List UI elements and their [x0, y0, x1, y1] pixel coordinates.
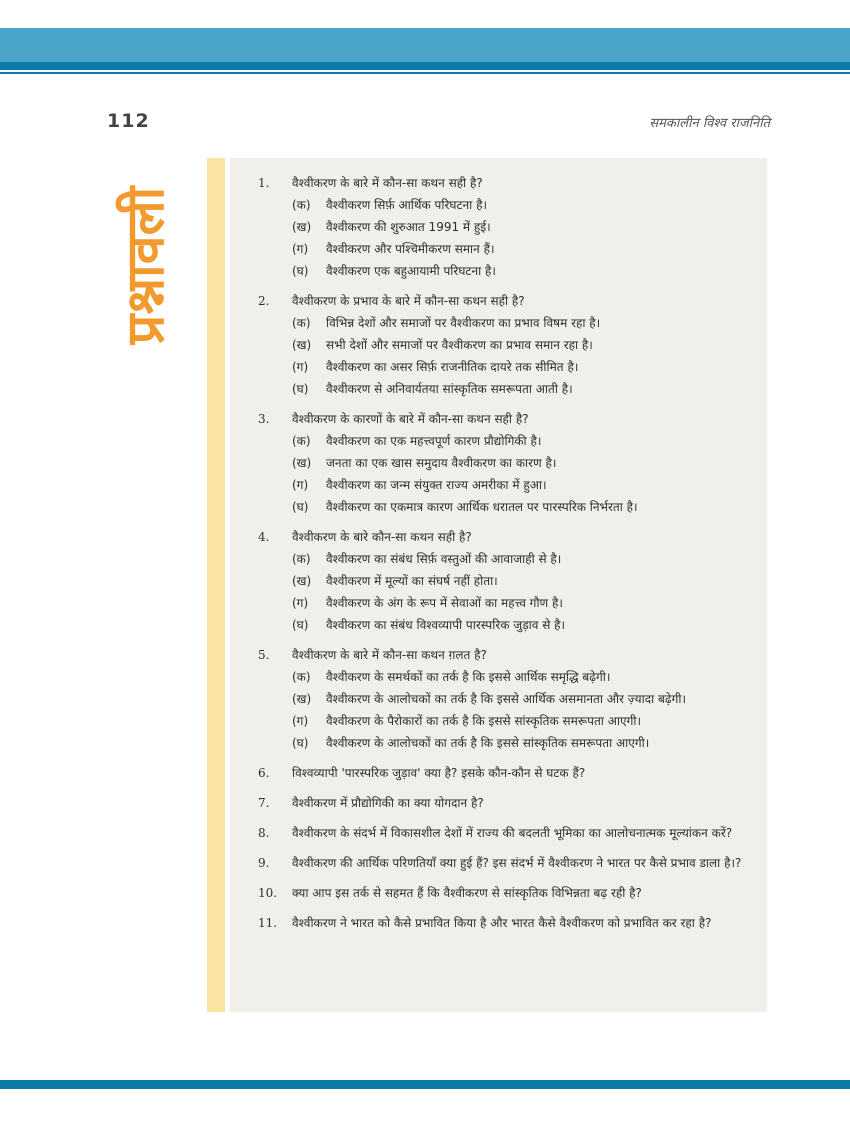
question-item	[258, 290, 758, 400]
question-text: वैश्वीकरण में प्रौद्योगिकी का क्या योगदान है?	[292, 796, 484, 810]
option-row	[258, 238, 758, 260]
option-row	[258, 710, 758, 732]
question-number: 5.	[258, 648, 270, 662]
question-number: 11.	[258, 916, 278, 930]
question-text: वैश्वीकरण के बारे में कौन-सा कथन सही है?	[292, 176, 483, 190]
option-label: (ग)	[292, 360, 309, 374]
option-row	[258, 452, 758, 474]
question-item	[258, 882, 758, 904]
option-label: (ग)	[292, 242, 309, 256]
question-row	[258, 408, 758, 430]
option-text: जनता का एक खास समुदाय वैश्वीकरण का कारण है।	[326, 456, 557, 470]
question-row	[258, 912, 758, 934]
book-title: समकालीन विश्व राजनिति	[649, 116, 770, 131]
option-text: वैश्वीकरण का एक महत्त्वपूर्ण कारण प्रौद्योगिकी है।	[326, 434, 542, 448]
question-row	[258, 852, 758, 874]
option-text: वैश्वीकरण और पश्चिमीकरण समान हैं।	[326, 242, 495, 256]
question-text: वैश्वीकरण के बारे कौन-सा कथन सही है?	[292, 530, 472, 544]
option-row	[258, 216, 758, 238]
option-row	[258, 592, 758, 614]
option-label: (ख)	[292, 574, 312, 588]
option-text: वैश्वीकरण एक बहुआयामी परिघटना है।	[326, 264, 496, 278]
question-text: वैश्वीकरण की आर्थिक परिणतियाँ क्या हुई हैं? इस संदर्भ में वैश्वीकरण ने भारत पर कैसे प्रभाव डाला है।?	[292, 856, 742, 870]
option-row	[258, 666, 758, 688]
option-label: (ग)	[292, 596, 309, 610]
question-number: 6.	[258, 766, 270, 780]
option-row	[258, 312, 758, 334]
option-label: (घ)	[292, 736, 309, 750]
question-number: 3.	[258, 412, 270, 426]
question-row	[258, 882, 758, 904]
question-text: वैश्वीकरण ने भारत को कैसे प्रभावित किया है और भारत कैसे वैश्वीकरण को प्रभावित कर रहा है?	[292, 916, 712, 930]
option-label: (घ)	[292, 618, 309, 632]
option-row	[258, 474, 758, 496]
page-number: 112	[107, 110, 150, 132]
question-text: वैश्वीकरण के संदर्भ में विकासशील देशों में राज्य की बदलती भूमिका का आलोचनात्मक मूल्यांकन करें?	[292, 826, 733, 840]
option-label: (क)	[292, 434, 311, 448]
question-item	[258, 172, 758, 282]
option-label: (क)	[292, 552, 311, 566]
question-number: 2.	[258, 294, 270, 308]
question-row	[258, 172, 758, 194]
question-row	[258, 792, 758, 814]
option-text: वैश्वीकरण के आलोचकों का तर्क है कि इससे आर्थिक असमानता और ज़्यादा बढ़ेगी।	[326, 692, 687, 706]
option-row	[258, 548, 758, 570]
option-text: वैश्वीकरण में मूल्यों का संघर्ष नहीं होता।	[326, 574, 498, 588]
option-text: वैश्वीकरण के अंग के रूप में सेवाओं का महत्त्व गौण है।	[326, 596, 563, 610]
question-item	[258, 792, 758, 814]
question-list	[258, 172, 758, 942]
option-row	[258, 430, 758, 452]
option-row	[258, 260, 758, 282]
option-text: वैश्वीकरण का एकमात्र कारण आर्थिक धरातल पर पारस्परिक निर्भरता है।	[326, 500, 638, 514]
question-row	[258, 644, 758, 666]
question-number: 7.	[258, 796, 270, 810]
question-number: 8.	[258, 826, 270, 840]
question-item	[258, 912, 758, 934]
option-label: (घ)	[292, 500, 309, 514]
question-text: वैश्वीकरण के प्रभाव के बारे में कौन-सा कथन सही है?	[292, 294, 525, 308]
option-text: वैश्वीकरण का संबंध सिर्फ़ वस्तुओं की आवाजाही से है।	[326, 552, 562, 566]
section-title-text: प्रश्नावली	[116, 186, 177, 344]
question-text: क्या आप इस तर्क से सहमत हैं कि वैश्वीकरण से सांस्कृतिक विभिन्नता बढ़ रही है?	[292, 886, 642, 900]
option-text: वैश्वीकरण के समर्थकों का तर्क है कि इससे आर्थिक समृद्धि बढ़ेगी।	[326, 670, 611, 684]
question-item	[258, 408, 758, 518]
question-item	[258, 644, 758, 754]
option-row	[258, 356, 758, 378]
header-band	[0, 28, 850, 62]
option-label: (घ)	[292, 382, 309, 396]
option-label: (ग)	[292, 714, 309, 728]
option-text: वैश्वीकरण का संबंध विश्वव्यापी पारस्परिक जुड़ाव से है।	[326, 618, 566, 632]
question-item	[258, 526, 758, 636]
option-label: (ख)	[292, 220, 312, 234]
option-label: (क)	[292, 670, 311, 684]
footer-band	[0, 1080, 850, 1089]
question-item	[258, 852, 758, 874]
option-row	[258, 732, 758, 754]
question-number: 10.	[258, 886, 278, 900]
option-text: वैश्वीकरण के पैरोकारों का तर्क है कि इससे सांस्कृतिक समरूपता आएगी।	[326, 714, 642, 728]
option-text: वैश्वीकरण सिर्फ़ आर्थिक परिघटना है।	[326, 198, 487, 212]
section-title	[104, 155, 184, 375]
question-row	[258, 526, 758, 548]
option-row	[258, 614, 758, 636]
option-label: (घ)	[292, 264, 309, 278]
option-label: (ख)	[292, 692, 312, 706]
question-item	[258, 762, 758, 784]
header-rule	[0, 72, 850, 74]
question-text: वैश्वीकरण के बारे में कौन-सा कथन ग़लत है?	[292, 648, 487, 662]
option-label: (क)	[292, 316, 311, 330]
question-number: 1.	[258, 176, 270, 190]
option-text: वैश्वीकरण के आलोचकों का तर्क है कि इससे सांस्कृतिक समरूपता आएगी।	[326, 736, 650, 750]
option-label: (क)	[292, 198, 311, 212]
question-row	[258, 822, 758, 844]
option-row	[258, 194, 758, 216]
question-text: वैश्वीकरण के कारणों के बारे में कौन-सा कथन सही है?	[292, 412, 529, 426]
option-label: (ख)	[292, 338, 312, 352]
question-number: 4.	[258, 530, 270, 544]
option-row	[258, 496, 758, 518]
question-row	[258, 762, 758, 784]
question-text: विश्वव्यापी 'पारस्परिक जुड़ाव' क्या है? इसके कौन-कौन से घटक हैं?	[292, 766, 586, 780]
option-row	[258, 688, 758, 710]
option-label: (ख)	[292, 456, 312, 470]
question-number: 9.	[258, 856, 270, 870]
option-row	[258, 378, 758, 400]
option-text: विभिन्न देशों और समाजों पर वैश्वीकरण का प्रभाव विषम रहा है।	[326, 316, 601, 330]
option-text: वैश्वीकरण का असर सिर्फ़ राजनीतिक दायरे तक सीमित है।	[326, 360, 579, 374]
header-band-dark	[0, 62, 850, 70]
option-text: सभी देशों और समाजों पर वैश्वीकरण का प्रभाव समान रहा है।	[326, 338, 593, 352]
option-row	[258, 334, 758, 356]
question-row	[258, 290, 758, 312]
option-label: (ग)	[292, 478, 309, 492]
margin-strip	[207, 158, 225, 1012]
option-text: वैश्वीकरण का जन्म संयुक्त राज्य अमरीका में हुआ।	[326, 478, 547, 492]
question-item	[258, 822, 758, 844]
option-row	[258, 570, 758, 592]
option-text: वैश्वीकरण से अनिवार्यतया सांस्कृतिक समरूपता आती है।	[326, 382, 573, 396]
option-text: वैश्वीकरण की शुरुआत 1991 में हुई।	[326, 220, 491, 234]
